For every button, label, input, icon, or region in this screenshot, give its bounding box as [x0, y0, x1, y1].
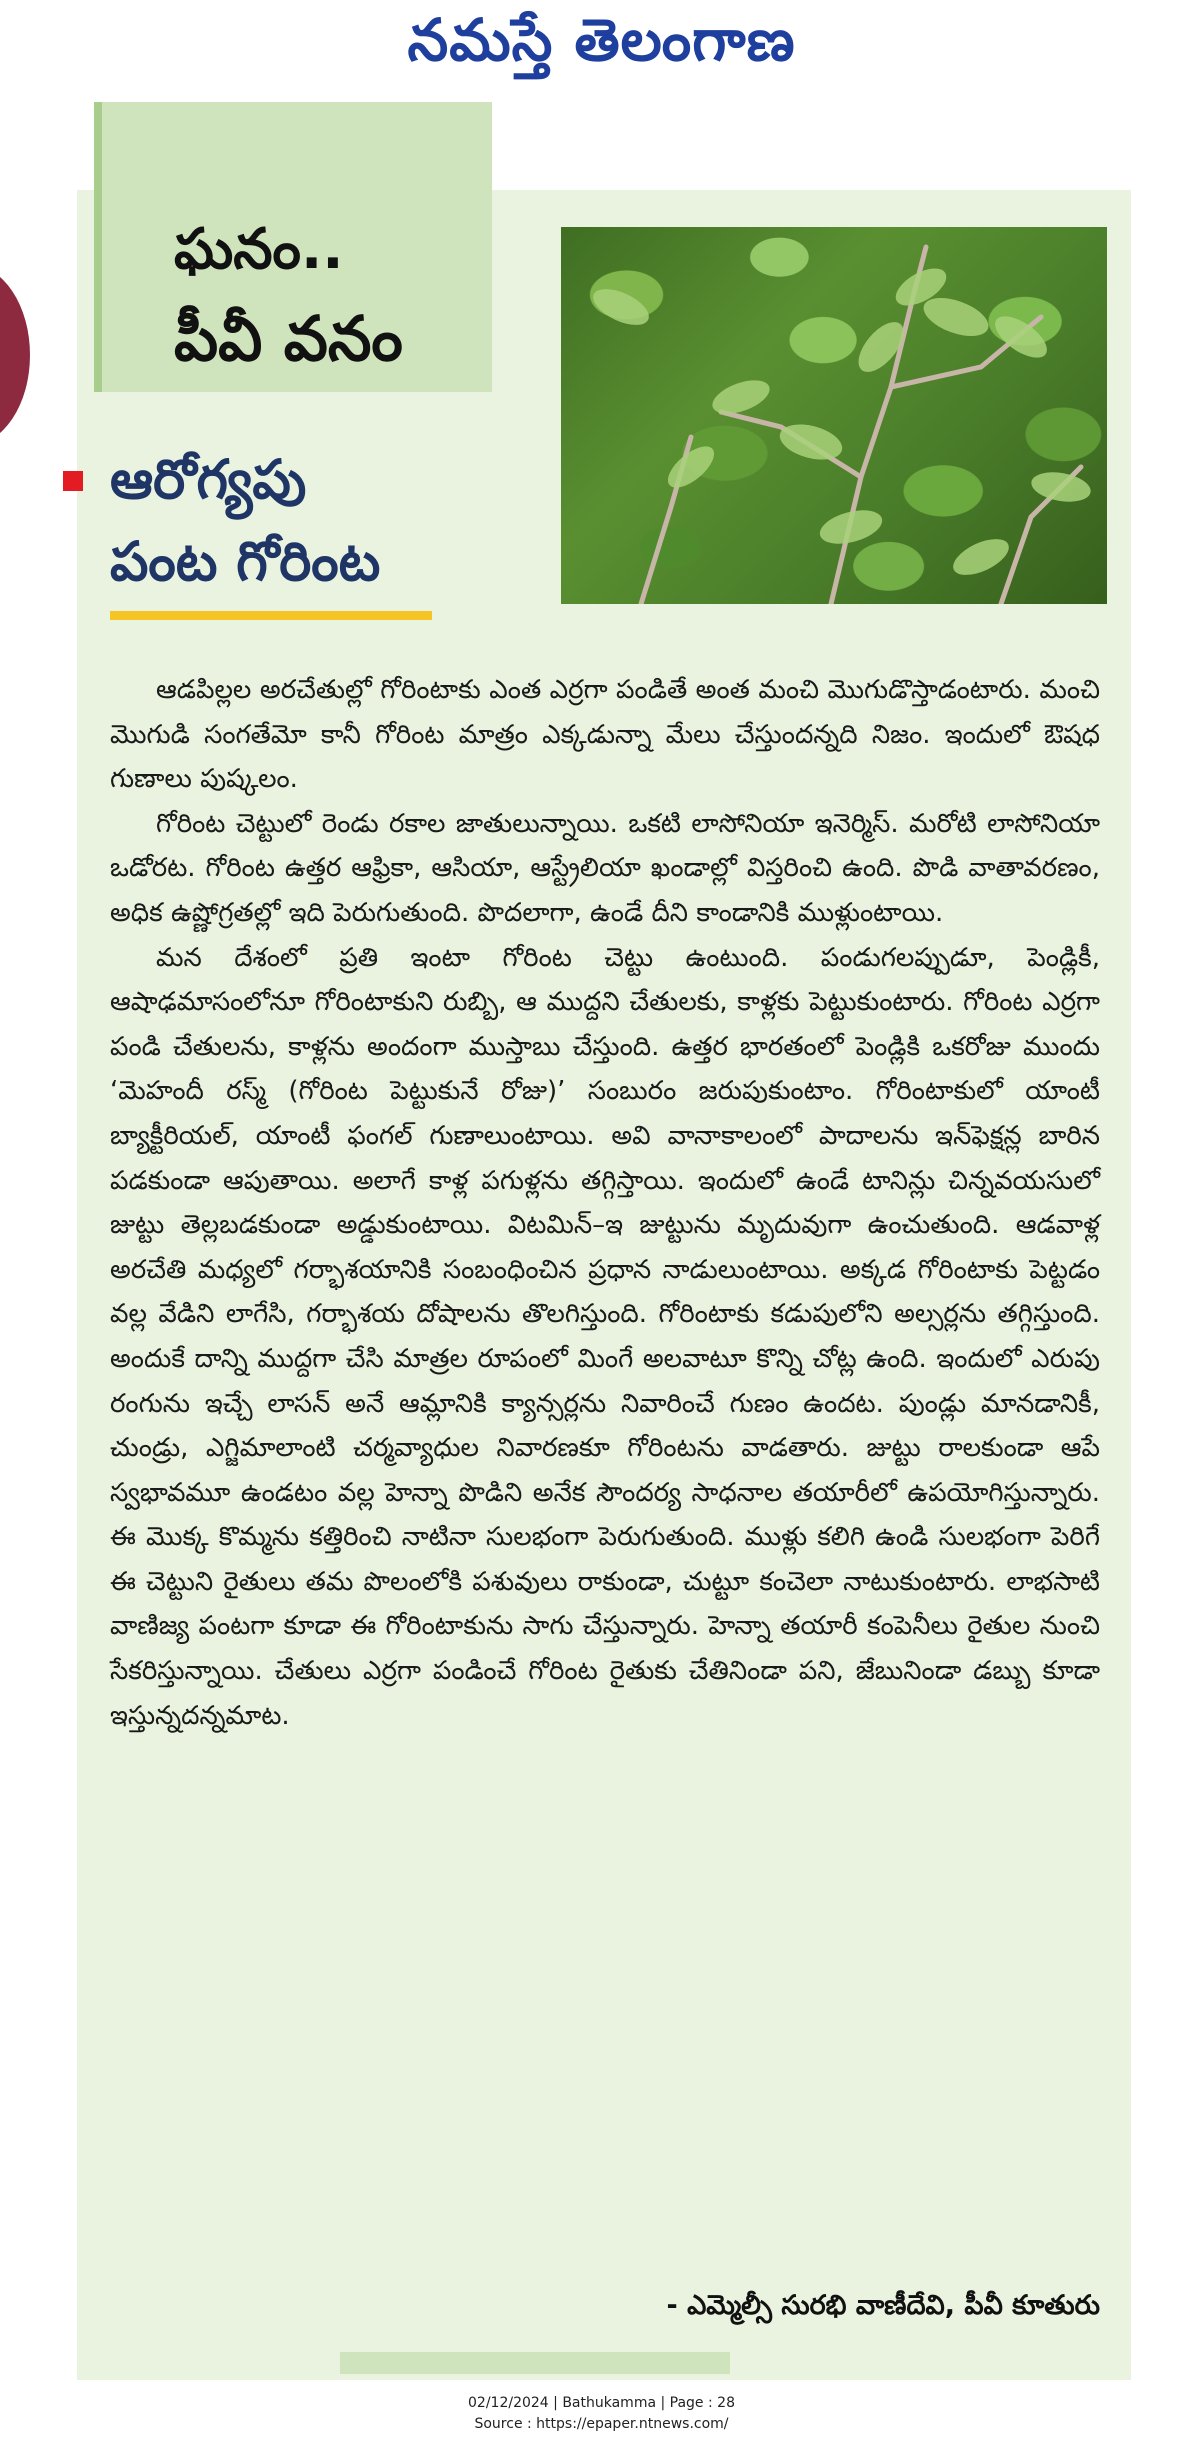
article-paragraph: ఆడపిల్లల అరచేతుల్లో గోరింటాకు ఎంత ఎర్రగా పండితే అంత మంచి మొగుడొస్తాడంటారు. మంచి మొగుడి సంగతేమో కానీ గోరింట మాత్రం ఎక్కడున్నా మేలు చేస్తుందన్నది నిజం. ఇందులో ఔషధ గుణాలు పుష్కలం.	[110, 675, 1100, 795]
decorative-bottom-bar	[340, 2352, 730, 2374]
subheadline-line-1: ఆరోగ్యపు	[110, 448, 307, 511]
article-paragraph: మన దేశంలో ప్రతి ఇంటా గోరింట చెట్టు ఉంటుంది. పండుగలప్పుడూ, పెండ్లికీ, ఆషాఢమాసంలోనూ గోరింటాకుని రుబ్బి, ఆ ముద్దని చేతులకు, కాళ్లకు పెట్టుకుంటారు. గోరింట ఎర్రగా పండి చేతులను, కాళ్లను అందంగా ముస్తాబు చేస్తుంది. ఉత్తర భారతంలో పెండ్లికి ఒకరోజు ముందు ‘మెహందీ రస్మ్ (గోరింట పెట్టుకునే రోజు)’ సంబురం జరుపుకుంటాం. గోరింటాకులో యాంటీ బ్యాక్టీరియల్, యాంటీ ఫంగల్ గుణాలుంటాయి. అవి వానాకాలంలో పాదాలను ఇన్‌ఫెక్షన్ల బారిన పడకుండా ఆపుతాయి. అలాగే కాళ్ల పగుళ్లను తగ్గిస్తాయి. ఇందులో ఉండే టానిన్లు చిన్నవయసులో జుట్టు తెల్లబడకుండా అడ్డుకుంటాయి. విటమిన్–ఇ జుట్టును మృదువుగా ఉంచుతుంది. ఆడవాళ్ల అరచేతి మధ్యలో గర్భాశయానికి సంబంధించిన ప్రధాన నాడులుంటాయి. అక్కడ గోరింటాకు పెట్టడం వల్ల వేడిని లాగేసి, గర్భాశయ దోషాలను తొలగిస్తుంది. గోరింటాకు కడుపులోని అల్సర్లను తగ్గిస్తుంది. అందుకే దాన్ని ముద్దగా చేసి మాత్రల రూపంలో మింగే అలవాటూ కొన్ని చోట్ల ఉంది. ఇందులో ఎరుపు రంగును ఇచ్చే లాసన్ అనే ఆమ్లానికి క్యాన్సర్లను నివారించే గుణం ఉందట. పుండ్లు మానడానికీ, చుండ్రు, ఎగ్జిమాలాంటి చర్మవ్యాధుల నివారణకూ గోరింటను వాడతారు. జుట్టు రాలకుండా ఆపే స్వభావమూ ఉండటం వల్ల హెన్నా పొడిని అనేక సౌందర్య సాధనాల తయారీలో ఉపయోగిస్తున్నారు. ఈ మొక్క కొమ్మను కత్తిరించి నాటినా సులభంగా పెరుగుతుంది. ముళ్లు కలిగి ఉండి సులభంగా పెరిగే ఈ చెట్టుని రైతులు తమ పొలంలోకి పశువులు రాకుండా, చుట్టూ కంచెలా నాటుకుంటారు. లాభసాటి వాణిజ్య పంటగా కూడా ఈ గోరింటాకును సాగు చేస్తున్నారు. హెన్నా తయారీ కంపెనీలు రైతుల నుంచి సేకరిస్తున్నాయి. చేతులు ఎర్రగా పండించే గోరింట రైతుకు చేతినిండా పని, జేబునిండా డబ్బు కూడా ఇస్తున్నదన్నమాట.	[110, 942, 1100, 1731]
footer-source-line: Source : https://epaper.ntnews.com/	[474, 2416, 729, 2432]
subheadline-marker	[63, 471, 83, 491]
henna-plant-photo	[561, 227, 1107, 604]
article-paragraph: గోరింట చెట్టులో రెండు రకాల జాతులున్నాయి. ఒకటి లాసోనియా ఇనెర్మిస్. మరోటి లాసోనియా ఒడోరట. గోరింట ఉత్తర ఆఫ్రికా, ఆసియా, ఆస్ట్రేలియా ఖండాల్లో విస్తరించి ఉంది. పొడి వాతావరణం, అధిక ఉష్ణోగ్రతల్లో ఇది పెరుగుతుంది. పొదలాగా, ఉండే దీని కాండానికి ముళ్లుంటాయి.	[110, 808, 1100, 928]
newspaper-masthead: నమస్తే తెలంగాణ	[407, 6, 796, 74]
headline-box	[102, 102, 492, 392]
subheadline-underline	[110, 611, 432, 620]
headline-line-2: పీవీ వనం	[174, 302, 403, 375]
subheadline-line-2: పంట గోరింట	[110, 530, 381, 593]
headline-line-1: ఘనం..	[174, 217, 344, 282]
article-byline: - ఎమ్మెల్సీ సురభి వాణీదేవి, పీవీ కూతురు	[666, 2290, 1100, 2321]
plant-branches-illustration	[561, 227, 1107, 604]
footer-date-line: 02/12/2024 | Bathukamma | Page : 28	[468, 2395, 735, 2411]
decorative-arc	[0, 265, 30, 445]
article-body	[110, 668, 1100, 1738]
